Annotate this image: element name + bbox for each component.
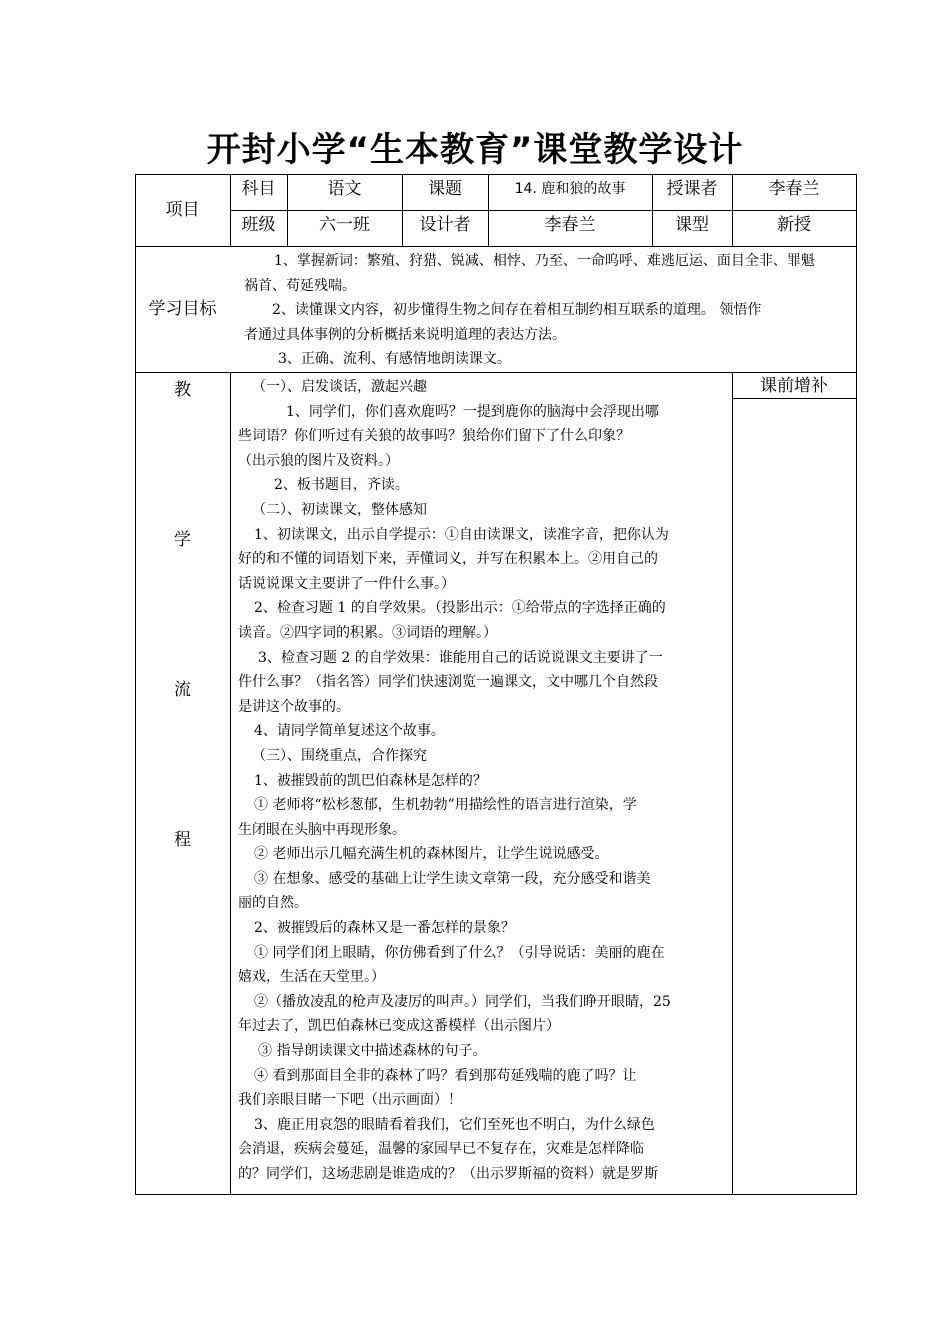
side-header-divider [732,398,857,399]
page-title: 开封小学“生本教育”课堂教学设计 [206,130,744,170]
teacher-value: 李春兰 [768,179,820,199]
objectives-label: 学习目标 [148,299,217,319]
process-line: （出示狼的图片及资料。） [238,452,399,469]
process-line: （三）、围绕重点，合作探究 [252,747,427,764]
process-text [238,375,726,1187]
process-line: ③ 在想象、感受的基础上让学生读文章第一段，充分感受和谐美 [254,870,651,887]
process-line: （二）、初读课文，整体感知 [252,501,427,518]
side-column-header: 课前增补 [760,375,828,396]
side-column-divider [732,372,733,1194]
designer-label: 设计者 [419,215,471,235]
table-border-right [856,174,857,1195]
process-line: ④ 看到那面目全非的森林了吗？看到那苟延残喘的鹿了吗？让 [254,1067,637,1084]
process-line: 生闭眼在头脑中再现形象。 [238,821,406,838]
process-label-char: 流 [174,680,191,700]
table-border-bottom [135,1194,857,1195]
header-bottom-border [135,246,857,247]
subject-label: 科目 [241,179,276,199]
process-line: 的？同学们，这场悲剧是谁造成的？（出示罗斯福的资料）就是罗斯 [238,1166,658,1182]
objective-line: 1、掌握新词：繁殖、狩猎、锐减、相悖、乃至、一命呜呼、难逃厄运、面目全非、罪魁 [274,253,815,269]
topic-label: 课题 [428,179,462,199]
lesson-type-value: 新授 [777,215,811,235]
objectives-text [244,249,856,372]
teacher-label: 授课者 [666,179,718,199]
objective-line: 祸首、苟延残喘。 [244,277,356,294]
lesson-type-label: 课型 [675,215,709,235]
process-label-char: 程 [174,830,191,850]
objective-line: 者通过具体事例的分析概括来说明道理的表达方法。 [244,326,566,343]
process-line: 话说说课文主要讲了一件什么事。） [238,575,455,592]
process-line: 1、初读课文，出示自学提示：①自由读课文，读准字音，把你认为 [254,526,669,543]
topic-value: 14. 鹿和狼的故事 [514,181,626,197]
process-line: ③ 指导朗读课文中描述森林的句子。 [258,1043,487,1060]
process-line: 2、检查习题 1 的自学效果。（投影出示：①给带点的字选择正确的 [254,600,666,617]
process-line: 1、被摧毁前的凯巴伯森林是怎样的？ [254,772,487,789]
process-line: 1、同学们，你们喜欢鹿吗？一提到鹿你的脑海中会浮现出哪 [286,403,659,420]
process-line: 好的和不懂的词语划下来，弄懂词义，并写在积累本上。②用自己的 [238,551,658,568]
process-line: 4、请同学简单复述这个故事。 [254,723,445,740]
process-line: 我们亲眼目睹一下吧（出示画面）！ [238,1092,462,1109]
process-line: 丽的自然。 [238,895,308,912]
process-line: 3、检查习题 2 的自学效果：谁能用自己的话说说课文主要讲了一 [258,649,663,666]
class-label: 班级 [241,215,276,235]
subject-value: 语文 [327,179,362,199]
process-label-char: 学 [174,530,191,550]
process-label-char: 教 [174,380,191,400]
objective-line: 3、正确、流利、有感情地朗读课文。 [278,351,511,368]
process-line: 会消退，疾病会蔓延，温馨的家园早已不复存在，灾难是怎样降临 [238,1141,644,1158]
process-line: 年过去了，凯巴伯森林已变成这番模样（出示图片） [238,1018,560,1035]
process-line: ① 同学们闭上眼睛，你仿佛看到了什么？（引导说话：美丽的鹿在 [254,944,665,961]
process-line: 嬉戏，生活在天堂里。） [238,969,385,986]
process-line: 是讲这个故事的。 [238,698,350,715]
label-column-divider-2 [230,372,231,1194]
process-line: 些词语？你们听过有关狼的故事吗？狼给你们留下了什么印象？ [238,428,630,445]
process-line: 读音。②四字词的积累。③词语的理解。） [238,624,497,641]
designer-value: 李春兰 [544,215,596,235]
header-xiangmu-label: 项目 [165,200,200,220]
process-line: ②（播放凌乱的枪声及凄厉的叫声。）同学们，当我们睁开眼睛，25 [254,993,671,1010]
process-line: 件什么事？（指名答）同学们快速浏览一遍课文，文中哪几个自然段 [238,674,658,691]
objective-line: 2、读懂课文内容，初步懂得生物之间存在着相互制约相互联系的道理。 领悟作 [272,302,762,319]
class-value: 六一班 [319,215,370,235]
process-line: 3、鹿正用哀怨的眼睛看着我们，它们至死也不明白，为什么绿色 [254,1116,655,1133]
process-line: （一）、启发谈话，激起兴趣 [252,379,427,395]
process-line: 2、被摧毁后的森林又是一番怎样的景象？ [254,920,515,937]
process-line: ① 老师将“松杉葱郁，生机勃勃”用描绘性的语言进行渲染，学 [254,797,637,814]
process-line: 2、板书题目，齐读。 [274,477,409,494]
process-line: ② 老师出示几幅充满生机的森林图片，让学生说说感受。 [254,846,609,863]
